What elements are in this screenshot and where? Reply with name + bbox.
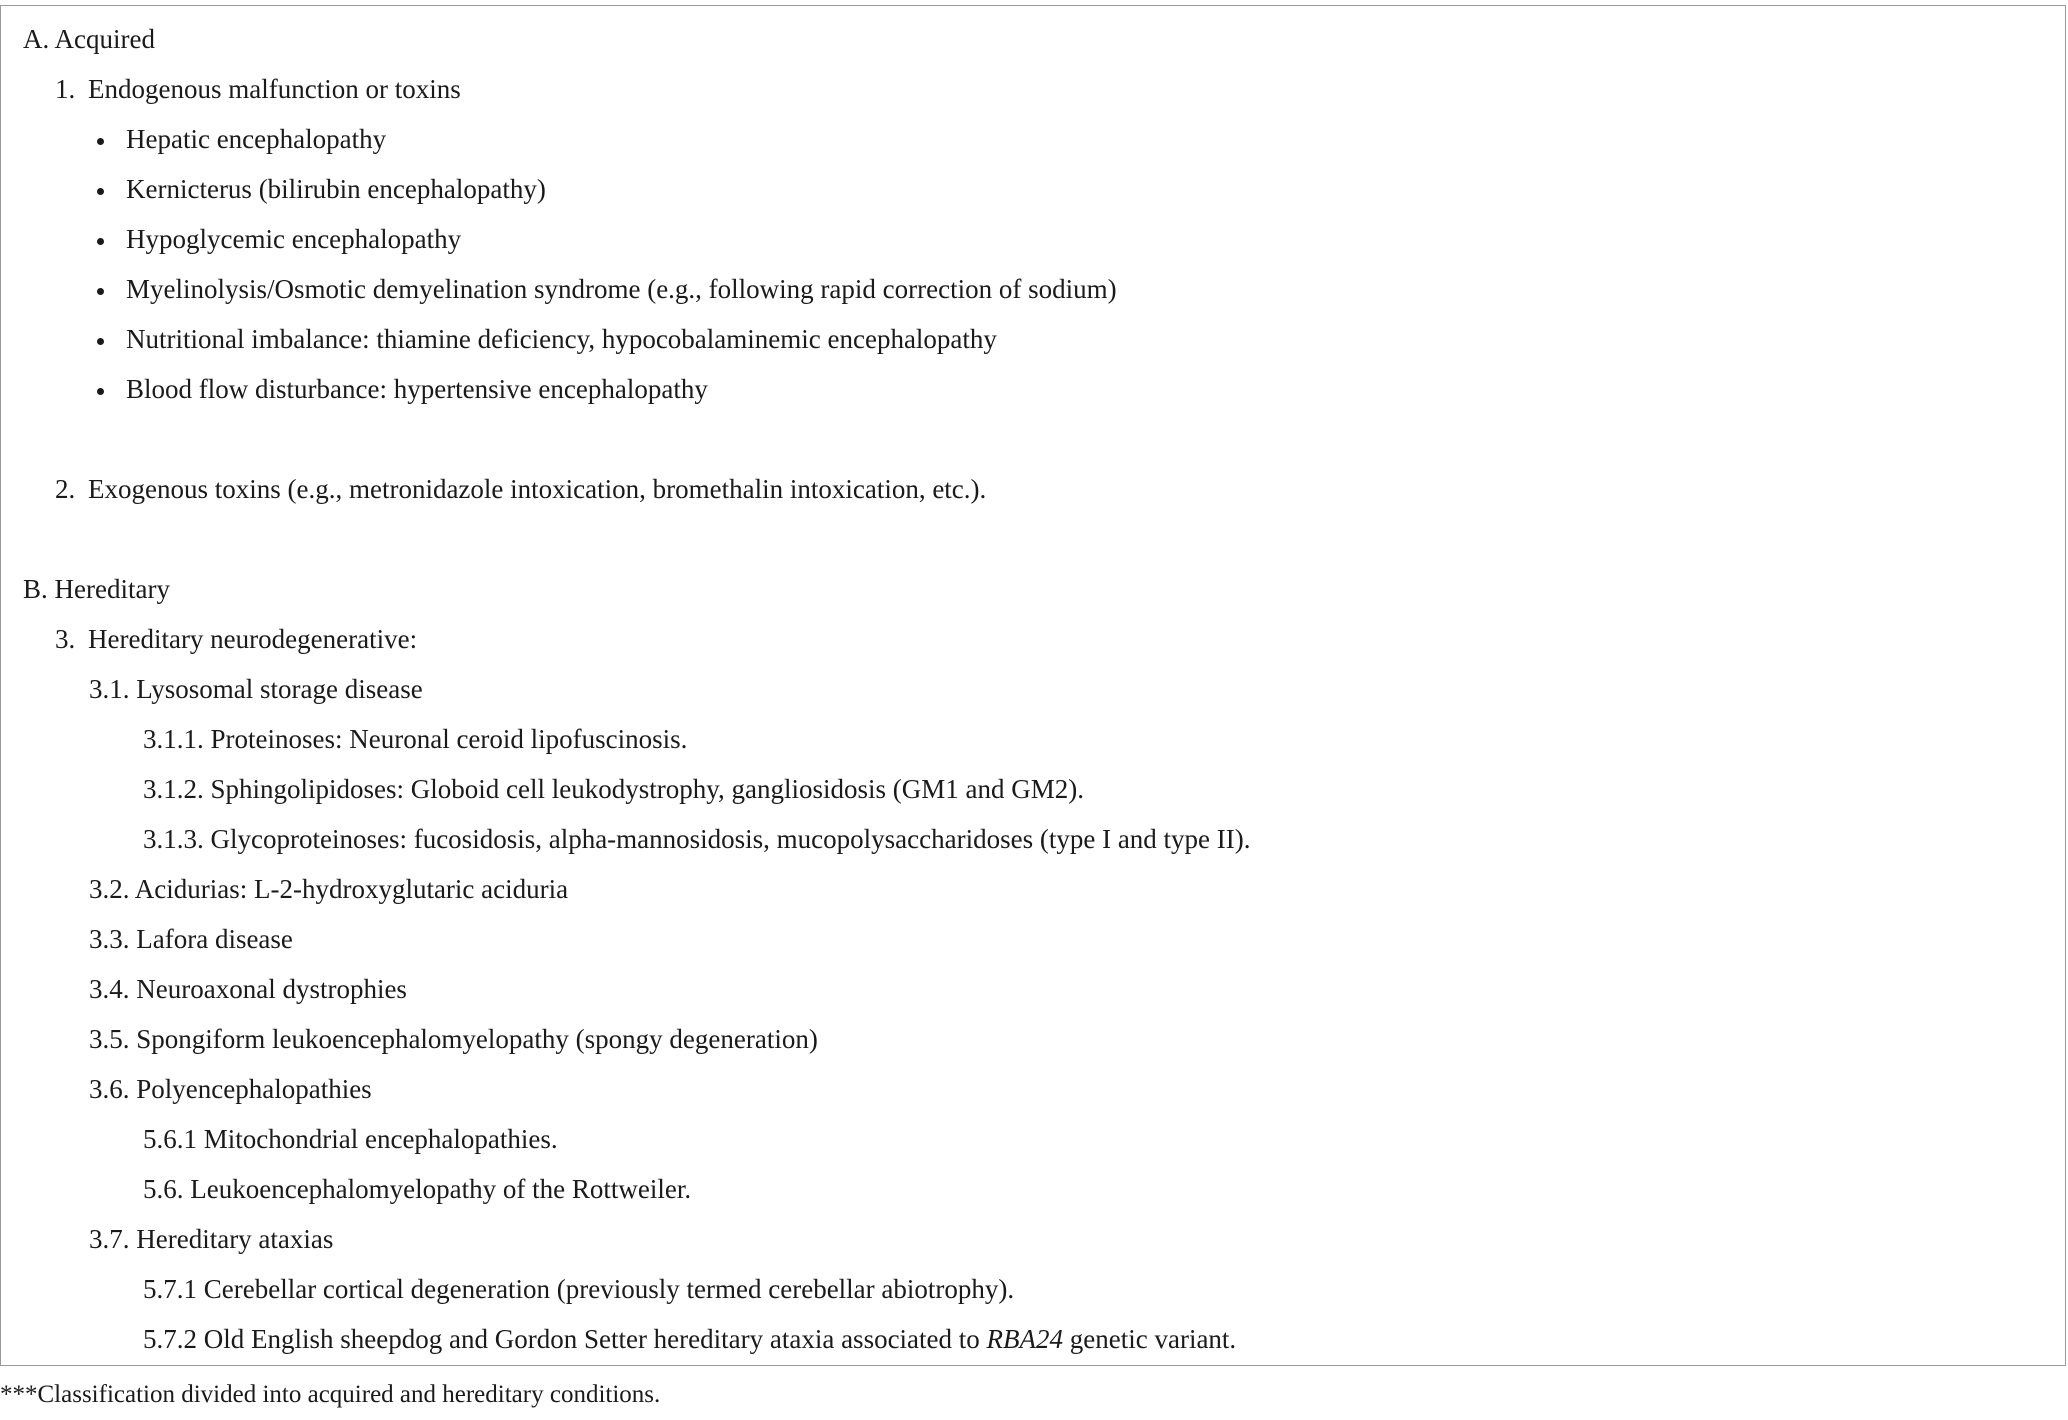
- subitem-level2: 3.5. Spongiform leukoencephalomyelopathy (spongy degeneration): [89, 1024, 818, 1054]
- section-heading-acquired: A. Acquired: [23, 24, 155, 54]
- list-item-endogenous: Endogenous malfunction or toxins: [88, 74, 461, 104]
- subitem-level2: 3.3. Lafora disease: [89, 924, 293, 954]
- subitem-level2: 3.1. Lysosomal storage disease: [89, 674, 423, 704]
- subitem-level3: 3.1.3. Glycoproteinoses: fucosidosis, alpha-mannosidosis, mucopolysaccharidoses (type I and type II).: [143, 824, 1251, 854]
- bullet-icon: [97, 388, 104, 395]
- subitem-level3: 5.6.1 Mitochondrial encephalopathies.: [143, 1124, 558, 1154]
- subitem-level2: 3.4. Neuroaxonal dystrophies: [89, 974, 407, 1004]
- text-segment: 5.7.2 Old English sheepdog and Gordon Setter hereditary ataxia associated to: [143, 1324, 987, 1354]
- classification-table: [0, 5, 2066, 1366]
- subitem-level3: 5.6. Leukoencephalomyelopathy of the Rottweiler.: [143, 1174, 692, 1204]
- bullet-icon: [97, 188, 104, 195]
- bullet-icon: [97, 138, 104, 145]
- subitem-level3: 3.1.1. Proteinoses: Neuronal ceroid lipofuscinosis.: [143, 724, 688, 754]
- list-item-exogenous: Exogenous toxins (e.g., metronidazole intoxication, bromethalin intoxication, etc.).: [88, 474, 987, 504]
- list-item-hereditary-neurodegenerative: Hereditary neurodegenerative:: [88, 624, 418, 654]
- subitem-level3: 3.1.2. Sphingolipidoses: Globoid cell leukodystrophy, gangliosidosis (GM1 and GM2).: [143, 774, 1084, 804]
- subitem-level2: 3.2. Acidurias: L-2-hydroxyglutaric aciduria: [89, 874, 569, 904]
- table-footnote: ***Classification divided into acquired and hereditary conditions.: [0, 1381, 661, 1408]
- list-number: 2.: [55, 474, 76, 504]
- bullet-icon: [97, 238, 104, 245]
- subitem-level3-rba24: [143, 1322, 1236, 1356]
- bullet-item: Kernicterus (bilirubin encephalopathy): [126, 174, 546, 204]
- subitem-level3: 5.7.1 Cerebellar cortical degeneration (previously termed cerebellar abiotrophy).: [143, 1274, 1015, 1304]
- text-segment: genetic variant.: [1063, 1324, 1237, 1354]
- subitem-level2: 3.7. Hereditary ataxias: [89, 1224, 334, 1254]
- bullet-icon: [97, 288, 104, 295]
- bullet-item: Myelinolysis/Osmotic demyelination syndrome (e.g., following rapid correction of sodium): [126, 274, 1117, 304]
- bullet-icon: [97, 338, 104, 345]
- bullet-item: Blood flow disturbance: hypertensive encephalopathy: [126, 374, 708, 404]
- subitem-level2: 3.6. Polyencephalopathies: [89, 1074, 372, 1104]
- bullet-item: Hypoglycemic encephalopathy: [126, 224, 462, 254]
- gene-name: RBA24: [986, 1324, 1064, 1354]
- section-heading-hereditary: B. Hereditary: [23, 574, 170, 604]
- bullet-item: Hepatic encephalopathy: [126, 124, 387, 154]
- list-number: 3.: [55, 624, 76, 654]
- list-number: 1.: [55, 74, 76, 104]
- bullet-item: Nutritional imbalance: thiamine deficiency, hypocobalaminemic encephalopathy: [126, 324, 997, 354]
